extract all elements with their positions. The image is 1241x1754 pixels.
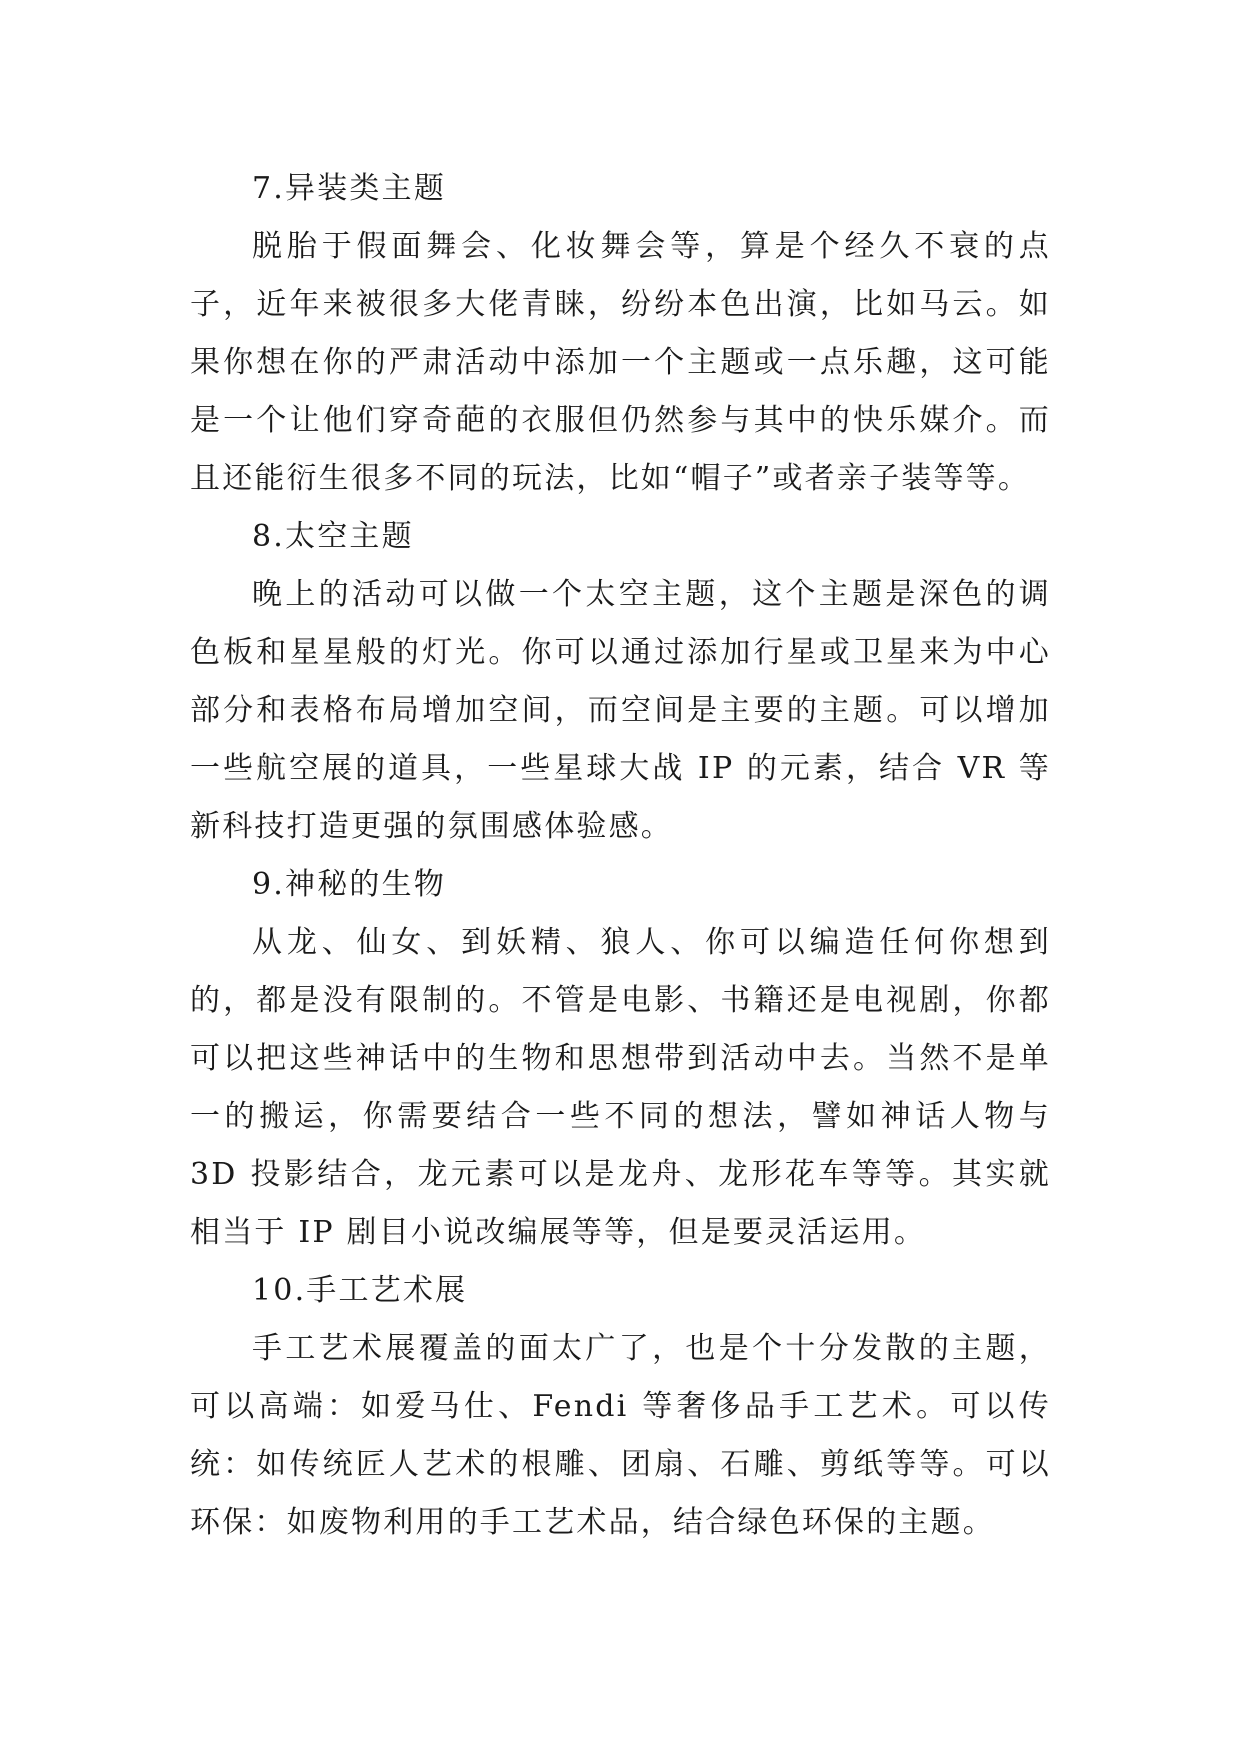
section-heading-9: 9.神秘的生物 bbox=[252, 867, 447, 902]
section-heading-10: 10.手工艺术展 bbox=[252, 1273, 468, 1308]
section-paragraph-9: 从龙、仙女、到妖精、狼人、你可以编造任何你想到的，都是没有限制的。不管是电影、书籍还是电视剧，你都可以把这些神话中的生物和思想带到活动中去。当然不是单一的搬运，你需要结合一些不同的想法，譬如神话人物与 3D 投影结合，龙元素可以是龙舟、龙形花车等等。其实就相当于 IP 剧目小说改编展等等，但是要灵活运用。 bbox=[190, 925, 1051, 1250]
section-heading-8: 8.太空主题 bbox=[252, 519, 414, 554]
section-heading-7: 7.异装类主题 bbox=[252, 171, 447, 206]
section-paragraph-10: 手工艺术展覆盖的面太广了，也是个十分发散的主题，可以高端：如爱马仕、Fendi 等奢侈品手工艺术。可以传统：如传统匠人艺术的根雕、团扇、石雕、剪纸等等。可以环保：如废物利用的手工艺术品，结合绿色环保的主题。 bbox=[190, 1331, 1051, 1540]
section-paragraph-7: 脱胎于假面舞会、化妆舞会等，算是个经久不衰的点子，近年来被很多大佬青睐，纷纷本色出演，比如马云。如果你想在你的严肃活动中添加一个主题或一点乐趣，这可能是一个让他们穿奇葩的衣服但仍然参与其中的快乐媒介。而且还能衍生很多不同的玩法，比如“帽子”或者亲子装等等。 bbox=[190, 229, 1051, 496]
document-body bbox=[190, 160, 1051, 1552]
section-paragraph-8: 晚上的活动可以做一个太空主题，这个主题是深色的调色板和星星般的灯光。你可以通过添加行星或卫星来为中心部分和表格布局增加空间，而空间是主要的主题。可以增加一些航空展的道具，一些星球大战 IP 的元素，结合 VR 等新科技打造更强的氛围感体验感。 bbox=[190, 577, 1051, 844]
